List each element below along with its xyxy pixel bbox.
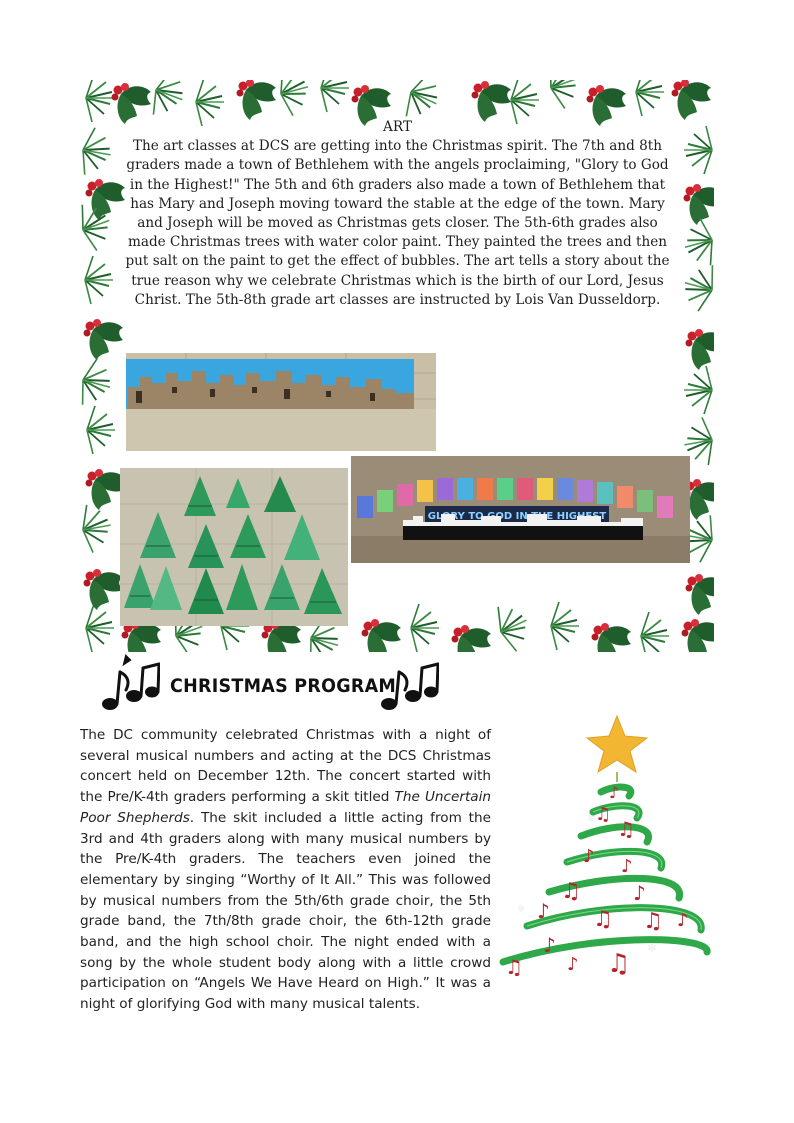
svg-text:♪: ♪ — [677, 910, 689, 931]
program-body-part2: . The skit included a little acting from the 3rd and 4th graders along with many musical numbers by the Pre/K-4th graders. The teachers even joined the elementary by singing “Worthy of It All.” This was followed by musical numbers from the 5th/6th grade choir, the 5th grade band, the 7th/8th grade choir, the 6th-12th grade band, and the high school choir. The night ended with a song by the whole student body along with a little crowd participation on “Angels We Have Heard on High.” It was a night of glorifying God with many musical talents. — [80, 809, 491, 1013]
svg-text:♪: ♪ — [537, 899, 550, 923]
program-article — [80, 725, 491, 1015]
program-title: CHRISTMAS PROGRAM — [170, 675, 397, 697]
svg-text:♪: ♪ — [633, 881, 646, 905]
svg-text:♪: ♪ — [567, 954, 579, 975]
glory-banner-text: GLORY TO GOD IN THE HIGHEST — [427, 511, 607, 522]
christmas-program-heading — [100, 650, 445, 720]
music-notes-icon — [379, 650, 439, 718]
svg-text:❄: ❄ — [587, 811, 598, 825]
svg-text:♫: ♫ — [643, 909, 663, 934]
svg-text:♫: ♫ — [593, 907, 613, 932]
svg-text:❄: ❄ — [673, 881, 684, 895]
art-article — [121, 118, 674, 310]
svg-text:❄: ❄ — [647, 941, 658, 955]
svg-text:♫: ♫ — [595, 804, 612, 825]
art-section-frame — [81, 80, 714, 652]
svg-text:♫: ♫ — [607, 949, 631, 979]
bethlehem-mural-photo — [126, 353, 436, 451]
svg-text:♪: ♪ — [621, 856, 633, 877]
svg-text:♪: ♪ — [609, 783, 620, 802]
svg-text:❄: ❄ — [517, 904, 526, 915]
watercolor-trees-photo — [120, 468, 348, 626]
svg-text:♫: ♫ — [505, 955, 523, 979]
program-body-part1: The DC community celebrated Christmas with a night of several musical numbers and acting at the DCS Christmas concert held on December 12th. The concert started with the Pre/K-4th graders performing a skit titled — [80, 727, 491, 806]
art-heading: ART — [383, 119, 412, 135]
svg-text:♪: ♪ — [583, 846, 595, 867]
musical-christmas-tree-illustration — [497, 712, 717, 982]
glory-banner-photo — [351, 456, 690, 563]
svg-text:♫: ♫ — [617, 817, 635, 841]
svg-text:♪: ♪ — [543, 933, 556, 957]
music-notes-icon — [100, 650, 160, 718]
svg-text:♫: ♫ — [561, 879, 581, 904]
art-body: The art classes at DCS are getting into the Christmas spirit. The 7th and 8th graders made a town of Bethlehem with the angels proclaiming, "Glory to God in the Highest!" The 5th and 6th graders also made a town of Bethlehem that has Mary and Joseph moving toward the stable at the edge of the town. Mary and Joseph will be moved as Christmas gets closer. The 5th-6th grades also made Christmas trees with water color paint. They painted the trees and then put salt on the paint to get the effect of bubbles. The art tells a story about the true reason why we celebrate Christmas which is the birth of our Lord, Jesus Christ. The 5th-8th grade art classes are instructed by Lois Van Dusseldorp. — [125, 138, 670, 308]
skit-title: The Uncertain Poor Shepherds — [80, 789, 491, 826]
star-icon — [587, 716, 647, 772]
